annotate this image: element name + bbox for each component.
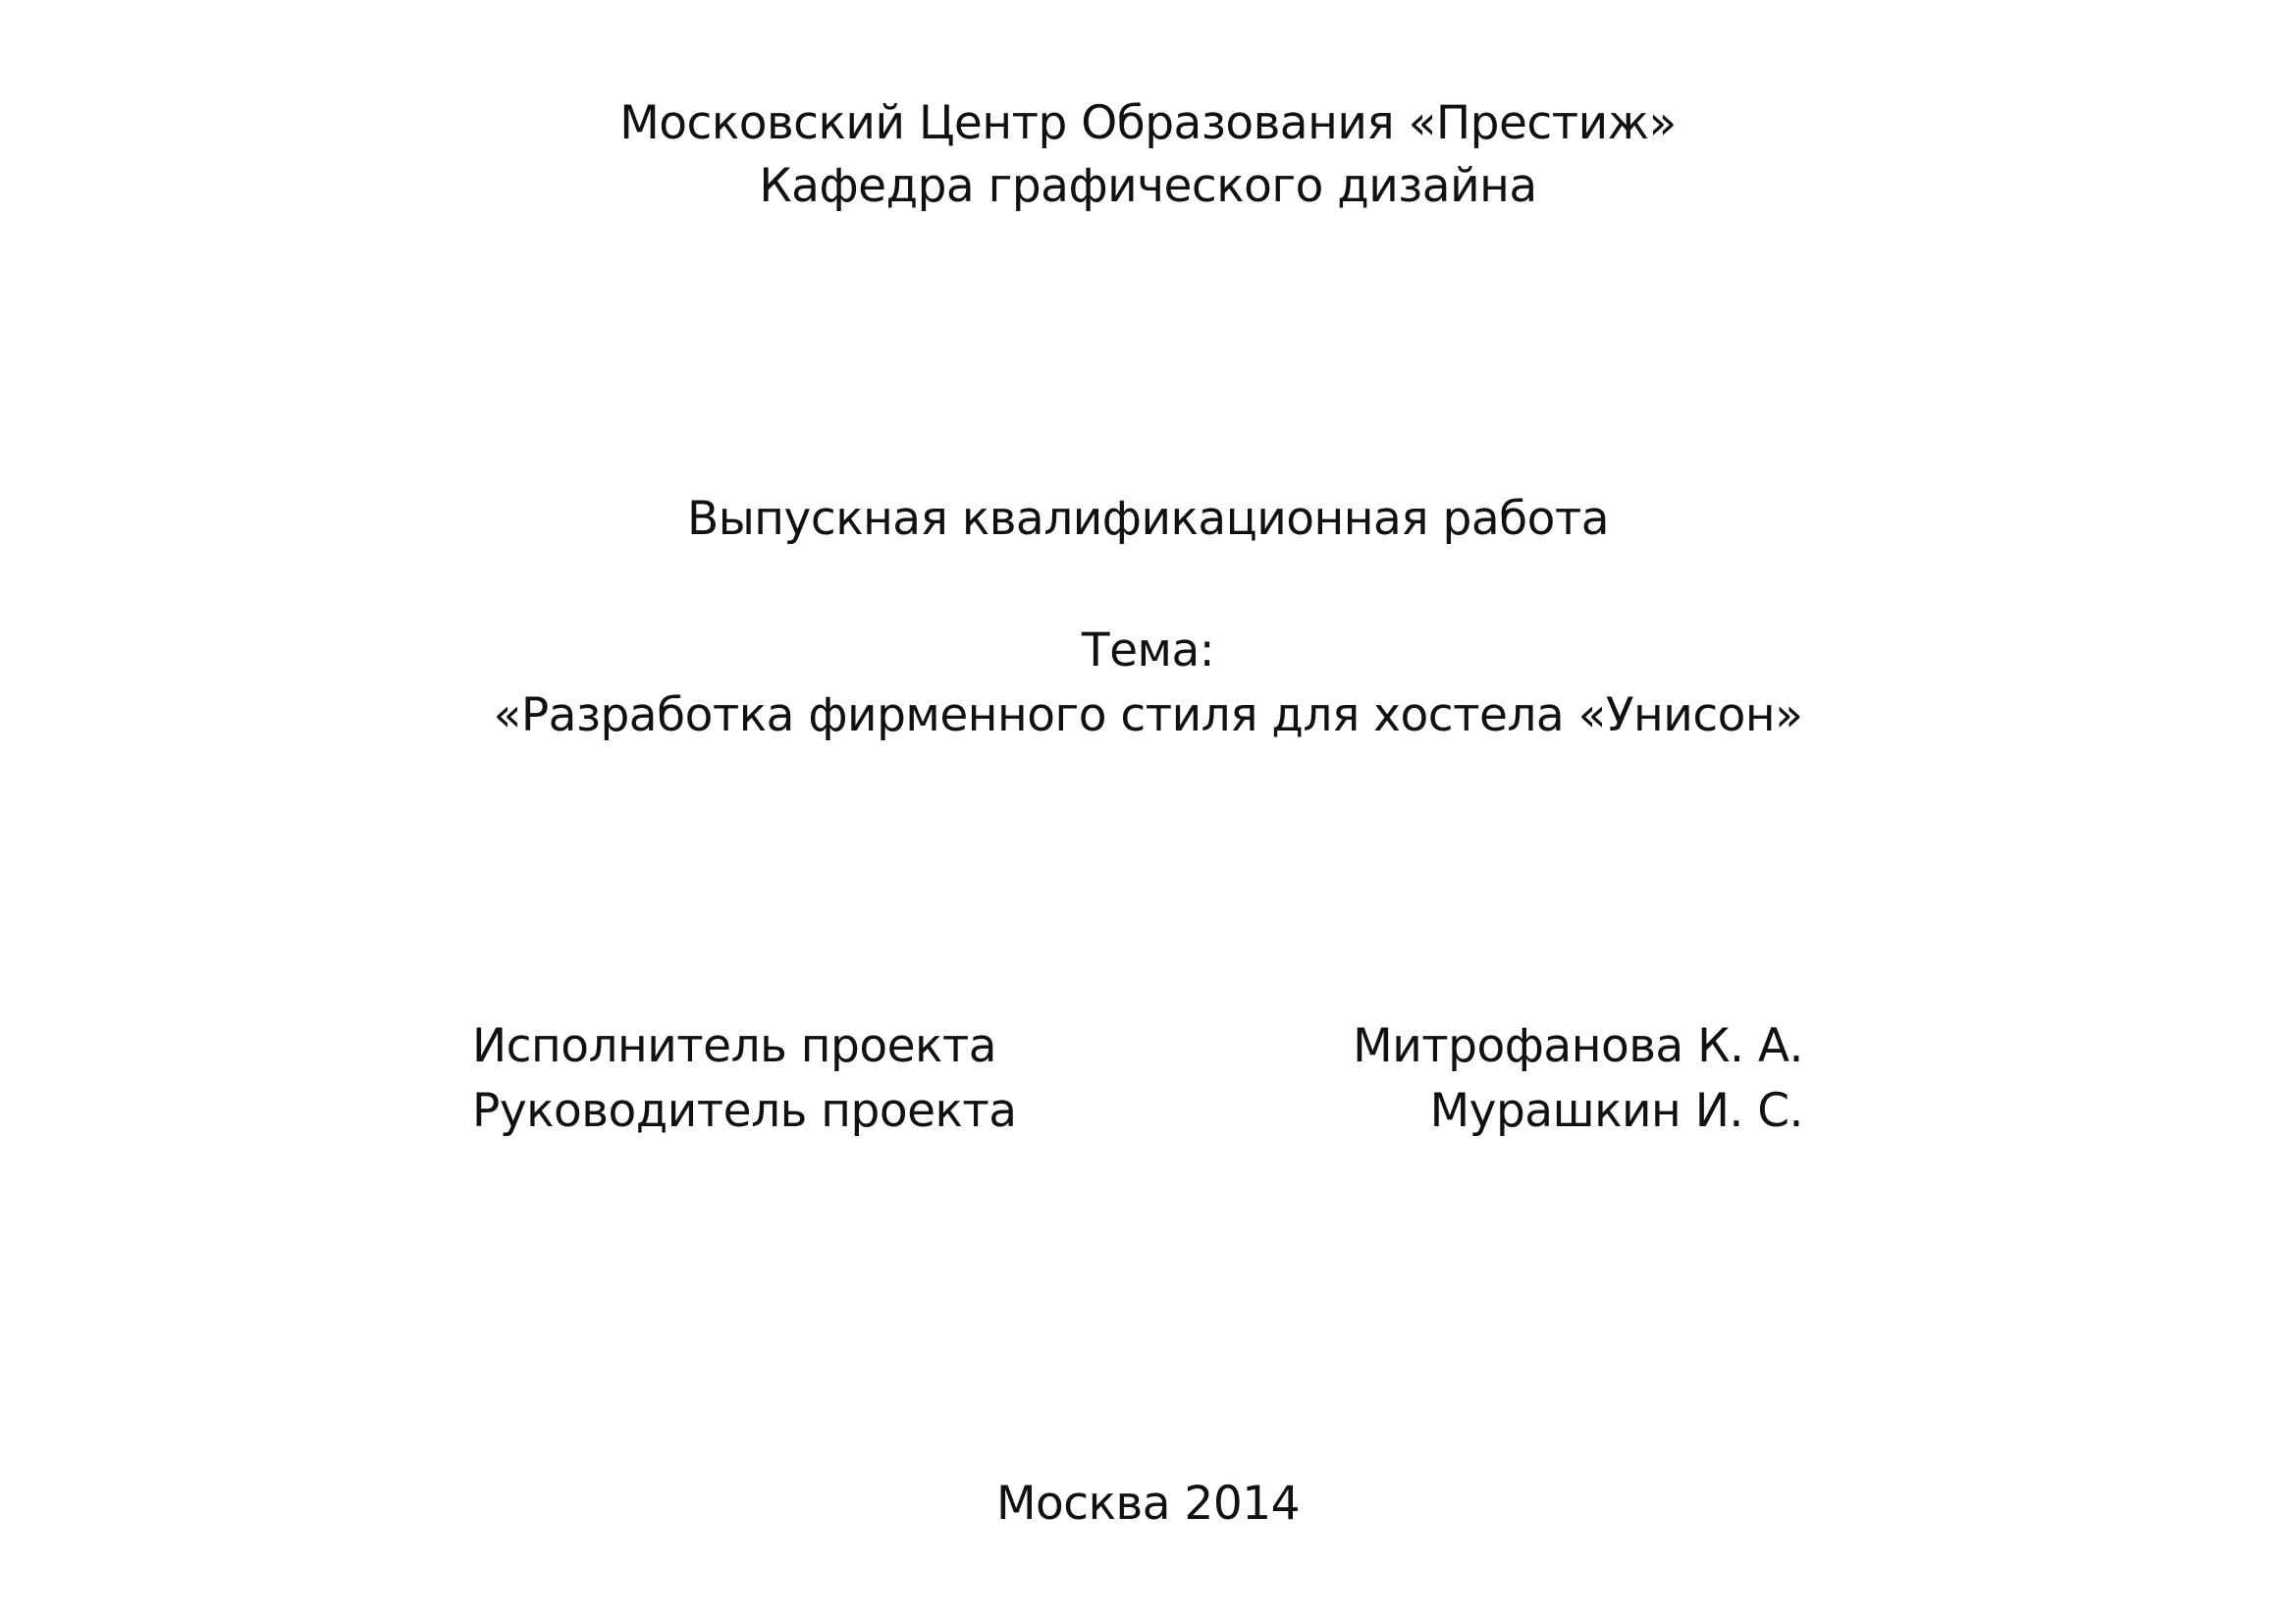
supervisor-role: Руководитель проекта (472, 1084, 1017, 1138)
work-type: Выпускная квалификационная работа (686, 492, 1610, 546)
executor-role: Исполнитель проекта (472, 1019, 997, 1073)
department-name: Кафедра графического дизайна (759, 159, 1537, 213)
supervisor-name: Мурашкин И. С. (1429, 1084, 1803, 1138)
executor-name: Митрофанова К. А. (1353, 1019, 1803, 1073)
topic-label: Тема: (1081, 623, 1215, 677)
topic-title: «Разработка фирменного стиля для хостела «Унисон» (493, 688, 1803, 742)
city-year: Москва 2014 (995, 1477, 1301, 1531)
institution-name: Московский Центр Образования «Престиж» (619, 96, 1677, 150)
